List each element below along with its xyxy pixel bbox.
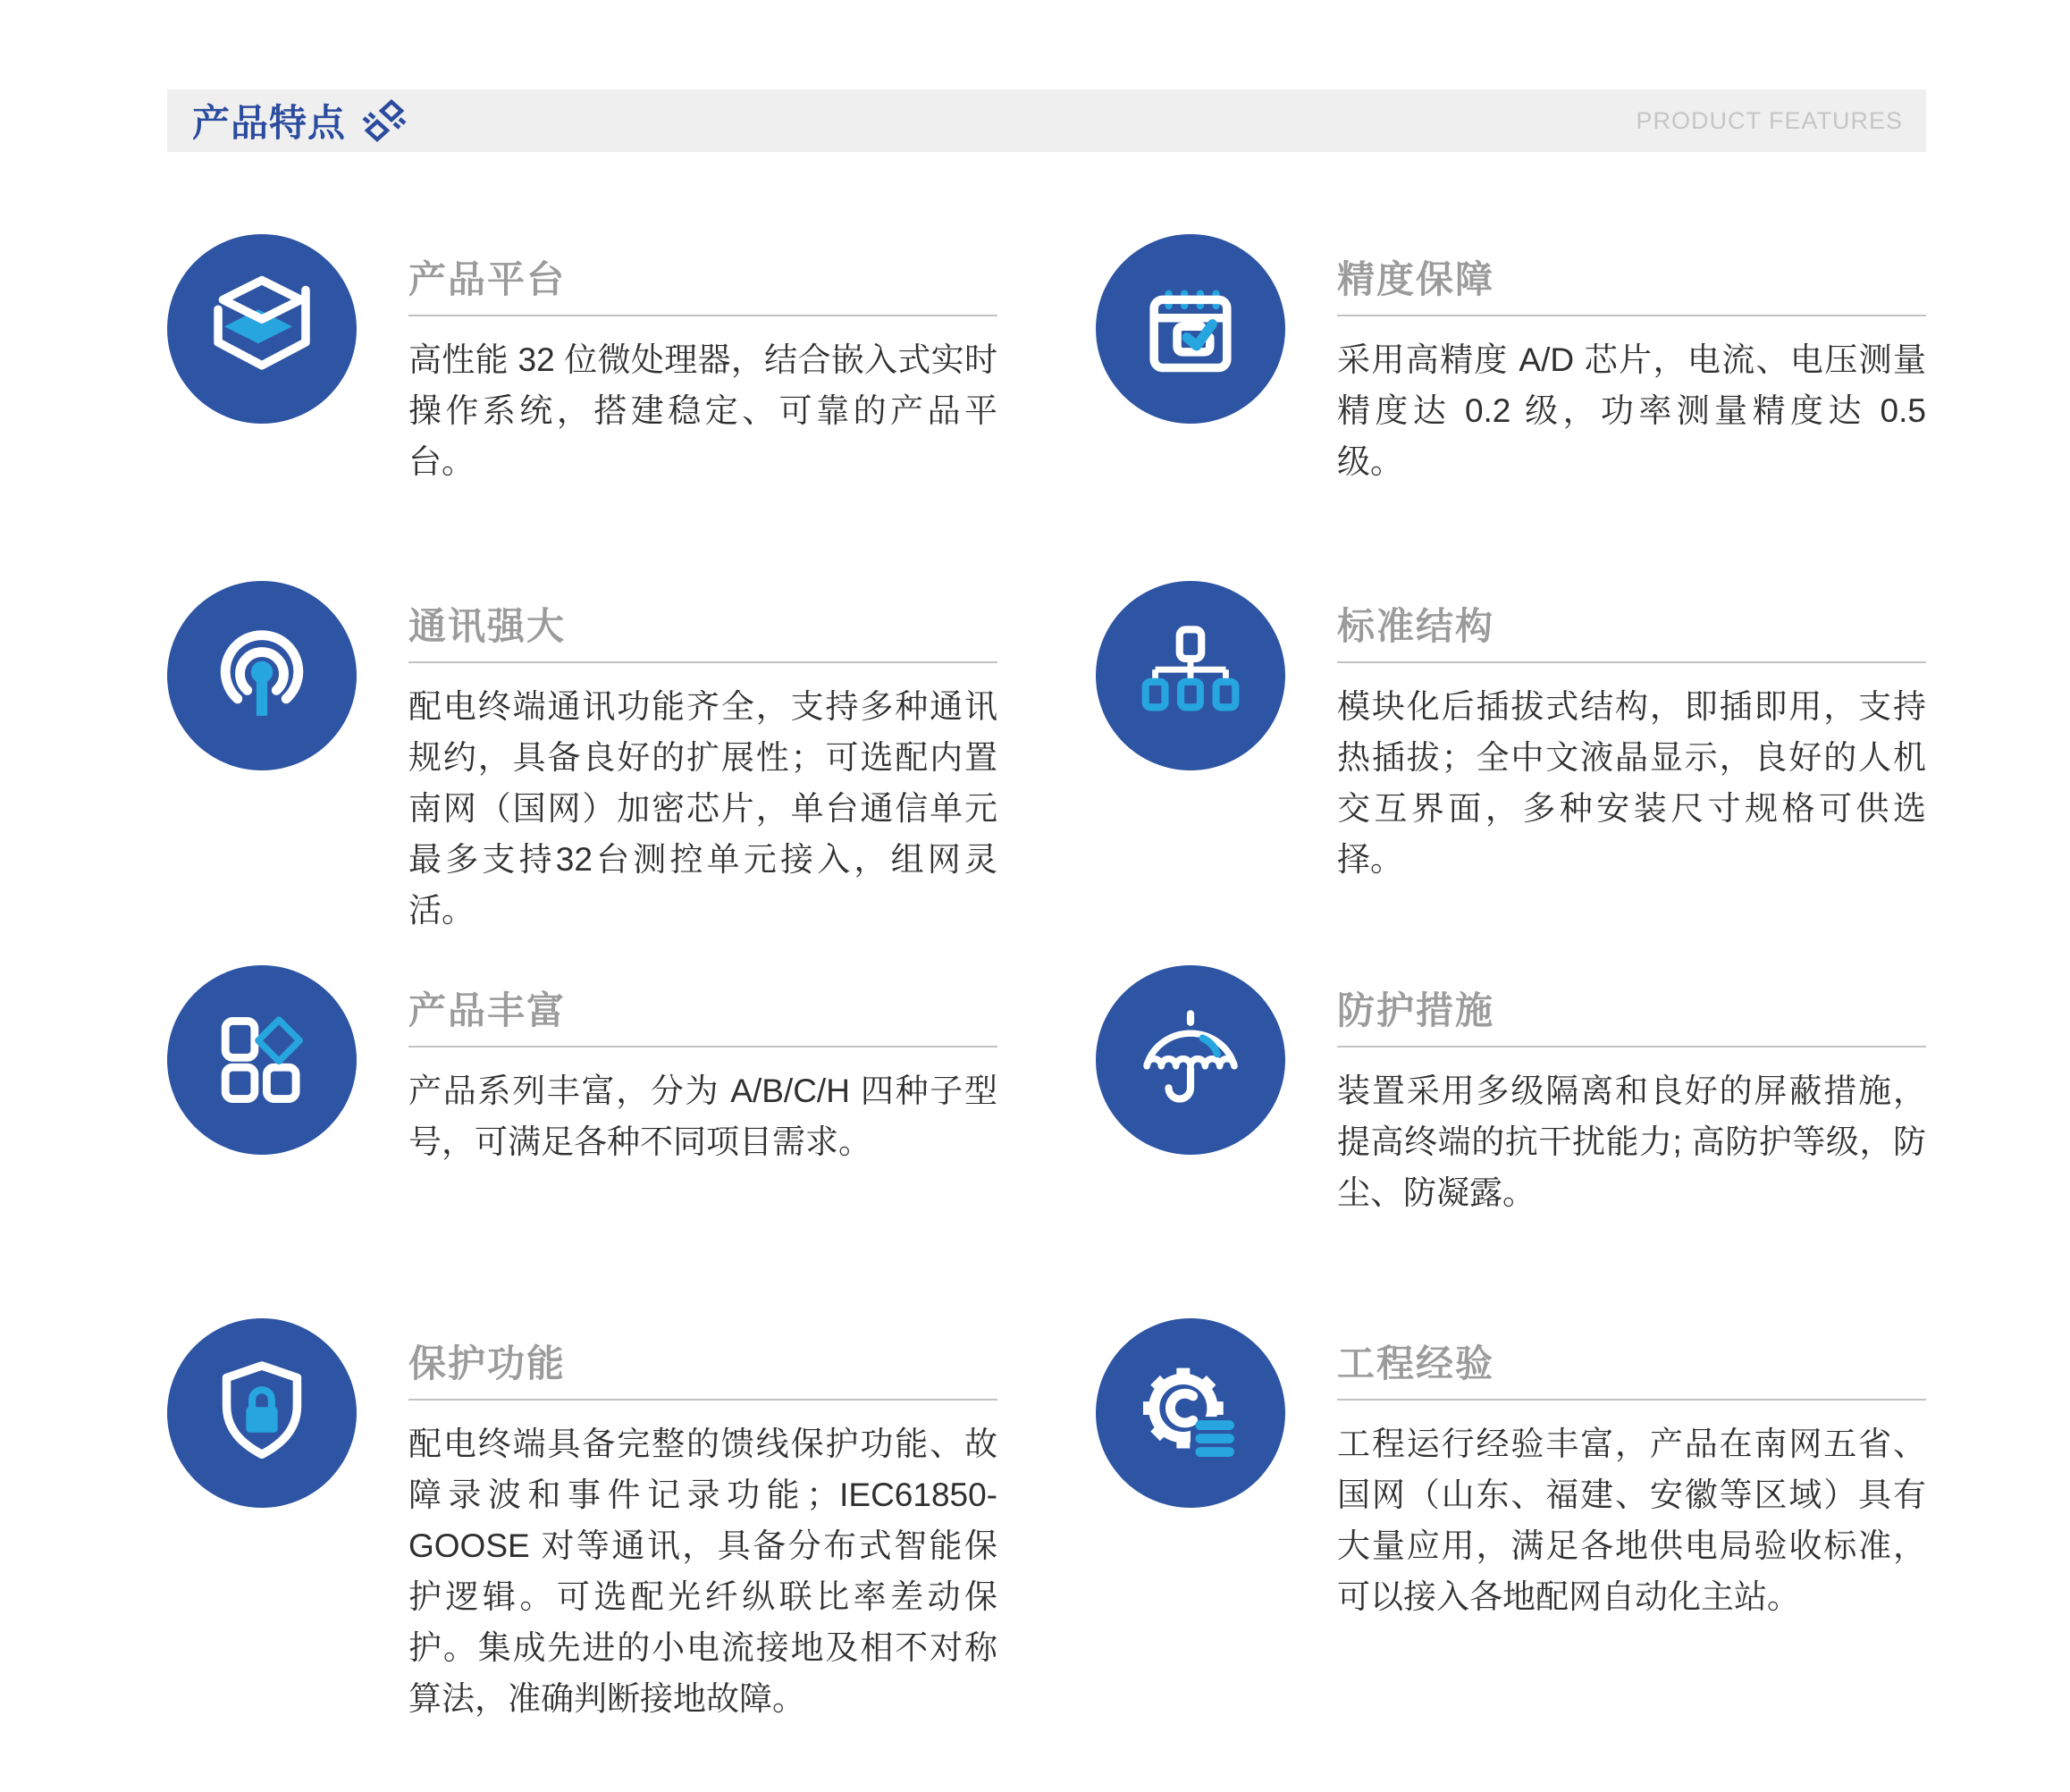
- feature-description: 高性能 32 位微处理器，结合嵌入式实时操作系统，搭建稳定、可靠的产品平台。: [408, 341, 997, 481]
- series-icon: [167, 965, 357, 1155]
- feature-description: 采用高精度 A/D 芯片，电流、电压测量精度达 0.2 级，功率测量精度达 0.5 级。: [1337, 341, 1926, 481]
- feature-description: 配电终端通讯功能齐全，支持多种通讯规约，具备良好的扩展性；可选配内置南网（国网）加密芯片，单台通信单元最多支持32台测控单元接入，组网灵活。: [408, 688, 997, 930]
- accuracy-icon: [1096, 234, 1285, 424]
- feature-card-series: [167, 965, 997, 1318]
- feature-card-safety: [167, 1318, 997, 1724]
- safety-icon: [167, 1318, 357, 1508]
- feature-description: 工程运行经验丰富，产品在南网五省、国网（山东、福建、安徽等区域）具有大量应用，满足各地供电局验收标准，可以接入各地配网自动化主站。: [1337, 1426, 1926, 1616]
- divider: [408, 1046, 997, 1047]
- feature-card-accuracy: [1096, 234, 1926, 581]
- divider: [1337, 315, 1926, 316]
- feature-title: 保护功能: [408, 1342, 567, 1384]
- section-title: 产品特点: [192, 102, 347, 144]
- section-subtitle: PRODUCT FEATURES: [1636, 106, 1903, 134]
- feature-title: 标准结构: [1337, 605, 1495, 647]
- feature-title: 防护措施: [1337, 989, 1495, 1031]
- feature-description: 配电终端具备完整的馈线保护功能、故障录波和事件记录功能；IEC61850-GOOSE 对等通讯，具备分布式智能保护逻辑。可选配光纤纵联比率差动保护。集成先进的小电流接地及相不对称算法，准确判断接地故障。: [408, 1426, 997, 1718]
- feature-card-protection: [1096, 965, 1926, 1318]
- feature-title: 精度保障: [1337, 258, 1495, 300]
- feature-description: 模块化后插拔式结构，即插即用，支持热插拔；全中文液晶显示，良好的人机交互界面，多种安装尺寸规格可供选择。: [1337, 688, 1926, 879]
- protection-icon: [1096, 965, 1285, 1155]
- divider: [1337, 1399, 1926, 1401]
- feature-grid: [167, 234, 1926, 1724]
- feature-description: 产品系列丰富，分为 A/B/C/H 四种子型号，可满足各种不同项目需求。: [408, 1073, 997, 1161]
- platform-icon: [167, 234, 357, 424]
- feature-title: 工程经验: [1337, 1342, 1495, 1384]
- feature-card-structure: [1096, 581, 1926, 965]
- divider: [408, 661, 997, 663]
- experience-icon: [1096, 1318, 1285, 1508]
- divider: [1337, 1046, 1926, 1047]
- structure-icon: [1096, 581, 1285, 770]
- divider: [1337, 661, 1926, 663]
- feature-card-platform: [167, 234, 997, 581]
- feature-title: 产品丰富: [408, 989, 567, 1031]
- section-header-bar: [167, 89, 1926, 152]
- divider: [408, 1399, 997, 1401]
- feature-title: 产品平台: [408, 258, 567, 300]
- diamond-pattern-icon: [360, 98, 408, 143]
- feature-title: 通讯强大: [408, 605, 567, 647]
- feature-description: 装置采用多级隔离和良好的屏蔽措施，提高终端的抗干扰能力; 高防护等级，防尘、防凝露。: [1337, 1073, 1926, 1212]
- feature-card-communication: [167, 581, 997, 965]
- communication-icon: [167, 581, 357, 770]
- divider: [408, 315, 997, 316]
- feature-card-experience: [1096, 1318, 1926, 1724]
